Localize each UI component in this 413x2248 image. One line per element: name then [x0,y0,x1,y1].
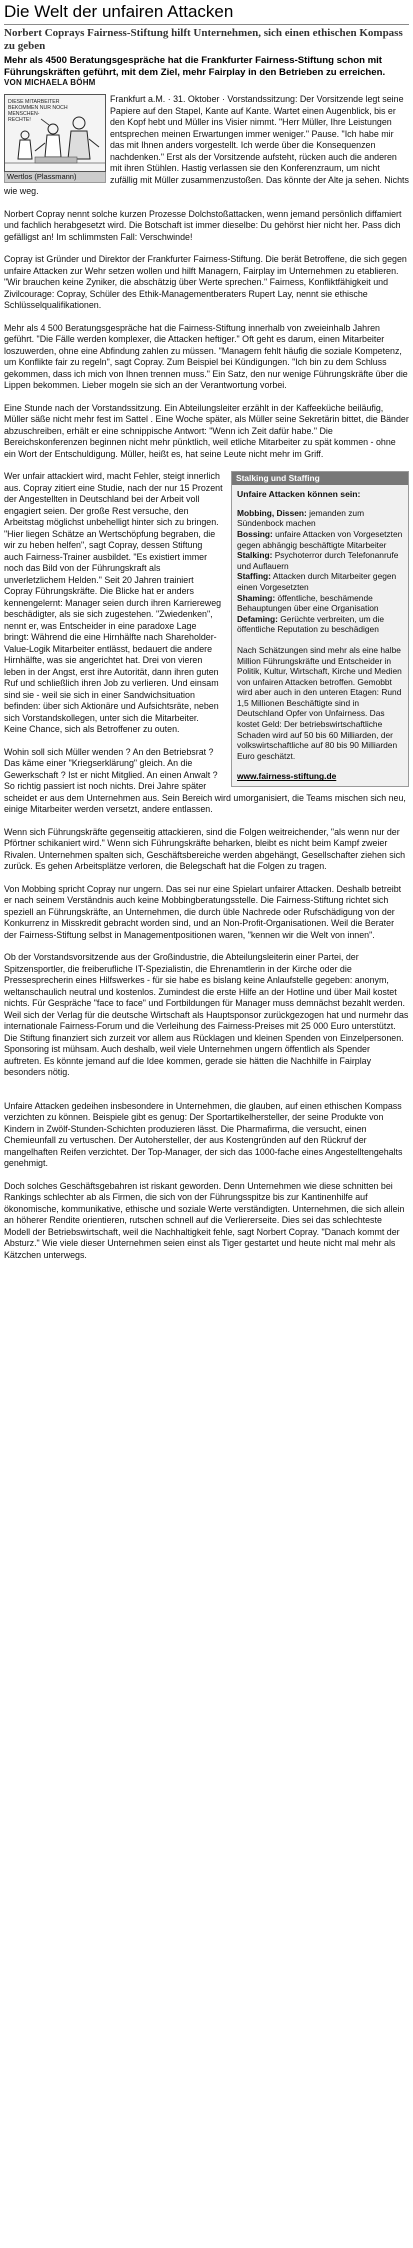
definition-item: Stalking: Psychoterror durch Telefonanrufe und Auflauern [237,550,399,571]
headline-rule [4,24,409,25]
cartoon-drawing [5,95,105,171]
intro-section [4,94,409,209]
paragraph-7: Wohin soll sich Müller wenden ? An den Betriebsrat ? Das käme einer "Kriegserklärung" gleich. An die Gewerkschaft ? Ist er nicht Mitglied. An einen Anwalt ? So richtig passiert ist noch nichts. Drei Jahre später scheidet er aus dem Unternehmen aus. Sein Bereich wird umorganisiert, die Teams mischen sich neu, einige Mitarbeiter werden versetzt, andere entlassen. [4,746,406,815]
definition-item: Mobbing, Dissen: jemanden zum Sündenbock machen [237,507,365,529]
definition-term: Staffing: [237,571,271,582]
definition-term: Defaming: [237,613,278,624]
fairness-stiftung-link[interactable]: www.fairness-stiftung.de [237,771,337,782]
paragraph-9: Von Mobbing spricht Copray nur ungern. Das sei nur eine Spielart unfairer Attacken. Deshalb betreibt er nach seinem Verständnis auch keine Mobbingberatungsstelle. Die Fairness-Stiftung richtet sich speziell an Führungskräfte, an Unternehmen, die durch üble Nachrede oder Rufschädigung von der Konkurrenz in Misskredit gebracht worden sind, und an Non-Profit-Organisationen. Weil die Berater der Fairness-Stiftung selbst in Managementpositionen waren, "kennen wir die Welt von innen". [4,883,402,940]
info-box-estimate: Nach Schätzungen sind mehr als eine halbe Million Führungskräfte und Entscheider in Politik, Kultur, Wirtschaft, Kirche und Medien von unfairen Attacken betroffen. Gemobbt wird aber auch in den unteren Etagen: Rund 1,5 Millionen Beschäftigte sind in Deutschland Opfer von Unfairness. Das kostet Geld: Der betriebswirtschaftliche Schaden wird auf 50 bis 60 Milliarden, der volkswirtschaftliche auf 80 bis 90 Milliarden Euro geschätzt. [237,644,402,761]
paragraph-3: Copray ist Gründer und Direktor der Frankfurter Fairness-Stiftung. Die berät Betroffene, die sich gegen unfaire Attacken zur Wehr setzen wollen und hilft Managern, Fairplay im Unternehmen zu etablieren. "Wir brauchen keine Zyniker, die abschätzig über Werte sprechen." Fairness, Konfliktfähigkeit und Zivilcourage: Copray, Schüler des Ethik-Managementberaters Rupert Lay, nennt sie ethische Schlüsselqualifikationen. [4,254,407,311]
info-box [231,471,409,787]
definition-item: Defaming: Gerüchte verbreiten, um die öffentliche Reputation zu beschädigen [237,613,385,635]
info-box-body [232,485,408,786]
article [4,2,409,1261]
definition-item: Shaming: öffentliche, beschämende Behauptungen über eine Organisation [237,592,379,614]
paragraph-12: Doch solches Geschäftsgebahren ist riskant geworden. Denn Unternehmen wie diese schnitten bei Rankings schlechter ab als Firmen, die sich von der Führungsspitze bis zur Kantinenhilfe auf ökonomische, kommunikative, ethische und soziale Werte verständigten. Unternehmen, die sich allein an höherer Rendite orientieren, rutschen schnell auf die Verliererseite. Dies sei das schlechteste Modell der Betriebswirtschaft, weil die Nachhaltigkeit fehle, sagt Norbert Copray. "Danach kommt der Absturz." Wie viele dieser Unternehmen seien einst als Tiger gestartet und heute nicht mal mehr als Kätzchen unterwegs. [4,1180,405,1260]
cartoon [4,94,106,183]
subheadline: Norbert Coprays Fairness-Stiftung hilft Unternehmen, sich einen ethischen Kompass zu geben [4,27,403,52]
paragraph-8: Wenn sich Führungskräfte gegenseitig attackieren, sind die Folgen weitreichender, "als wenn nur der Pförtner schikaniert wird." Wenn sich Führungskräfte beharken, bleibt es nicht beim Kampf zweier Rivalen. Unternehmen spalten sich, Geschäftsbereiche werden abgehängt, Gesellschafter ziehen sich zurück. Es gehen Arbeitsplätze verloren, die Belegschaft hat die Folgen zu tragen. [4,826,406,872]
definition-item: Staffing: Attacken durch Mitarbeiter gegen einen Vorgesetzten [237,571,397,592]
info-box-title: Stalking und Staffing [232,472,408,485]
speech-line-1: DIESE MITARBEITER [8,99,60,106]
paragraph-6: Wer unfair attackiert wird, macht Fehler, steigt innerlich aus. Copray zitiert eine Studie, nach der nur 15 Prozent der Angestellten in Deutschland bei der Arbeit voll engagiert seien. Der große Rest versuche, den Arbeitstag möglichst unbehelligt hinter sich zu bringen. "Hier liegen Schätze an Wertschöpfung begraben, die wir zu heben helfen", sagt Copray, dessen Stiftung auch Fairness-Trainer ausbildet. "Es existiert immer noch das Bild von der Führungskraft als unverletzlichem Helden." Seit 20 Jahren trainiert Copray Führungskräfte. Die Blicke hat er anders kennengelernt: Manager seien durch ihren Karriereweg beschädigter, als sie sich zugestehen. "Zwiedenken", nennt er, was Entscheider in eine paradoxe Lage bringt: Während die eine Hirnhälfte nach Shareholder-Value-Logik Mitarbeiter entlässt, bedauert die andere Hirnhälfte, was sie angerichtet hat. Drei von vieren leben in der Angst, erst ihre Autorität, dann ihren guten Ruf und schließlich ihren Job zu verlieren. Und einsam sind sie - weil sie sich in einer Sandwichsituation befinden: über sich Aktionäre und Aufsichtsräte, neben sich Vorstandskollegen, unter sich die Mitarbeiter. Keine Chance, sich als Betroffener zu outen. [4,471,223,735]
lead-paragraph: Mehr als 4500 Beratungsgespräche hat die Frankfurter Fairness-Stiftung schon mit Führungskräften geführt, mit dem Ziel, mehr Fairplay in den Betrieben zu erreichen. [4,55,386,78]
paragraph-10: Ob der Vorstandsvorsitzende aus der Großindustrie, die Abteilungsleiterin einer Partei, der Spitzensportler, die freiberufliche IT-Spezialistin, die Ehrenamtlerin in der Kirche oder die Pressesprecherin eines Hilfswerkes - für sie habe es bislang keine Anlaufstelle gegeben: anonym, weltanschaulich neutral und kostenlos. Zumindest die erste Hilfe an der Hotline und über Mail kostet nichts. Für Gespräche "face to face" und Fortbildungen für Manager muss demnächst bezahlt werden. Weil sich der Verlag für die deutsche Wirtschaft als Hauptsponsor zurückgezogen hat und nurmehr das internationale Fairness-Forum und die Verleihung des Fairness-Preises mit 25 000 Euro unterstützt. Die Stiftung finanziert sich zurzeit vor allem aus Rücklagen und kleinen Spenden von Einzelpersonen. Sponsoring ist mühsam. Auch deshalb, weil viele Unternehmen ungern öffentlich als Spender auftreten. Es könnte jemand auf die Idee kommen, gerade sie hätten die Nachhilfe in Fairplay besonders nötig. [4,952,409,1078]
paragraph-5: Eine Stunde nach der Vorstandssitzung. Ein Abteilungsleiter erzählt in der Kaffeeküche beiläufig, Müller säße nicht mehr fest im Sattel . Eine Woche später, als Müller seine Sekretärin bittet, die Bänder abzuschreiben, erhält er eine schnippische Antwort: "Wenn ich Zeit dafür habe." Die Bereichskonferenzen beginnen nicht mehr pünktlich, weil etliche Mitarbeiter zu spät kommen - ohne ein Wort der Entschuldigung. Müller, heißt es, hat seine Leute nicht mehr im Griff. [4,402,409,459]
paragraph-1: Frankfurt a.M. · 31. Oktober · Vorstandssitzung: Der Vorsitzende legt seine Papiere auf den Stapel, Kante auf Kante. Wartet einen Augenblick, bis er den Kopf hebt und Müller ins Visier nimmt. "Herr Müller, Ihre Leistungen entsprechen meinen Erwartungen immer weniger." Pause. "Ich habe mir das mit Ihnen anders vorgestellt. Ich werde über die Konsequenzen nachdenken." Erst als der Vorsitzende aufsteht, rücken auch die anderen mit ihren Stühlen. Hastig verlassen sie den Konferenzraum, um nicht zufällig mit Müller zusammenzustoßen. Das könnte der Alte ja sehen. Nichts wie weg. [4,94,409,197]
definition-term: Stalking: [237,550,273,561]
speech-line-2: BEKOMMEN NUR NOCH [8,105,68,112]
cartoon-caption: Wertlos (Plassmann) [4,172,106,183]
paragraph-4: Mehr als 4 500 Beratungsgespräche hat die Fairness-Stiftung innerhalb von zweieinhalb Jahren geführt. "Die Fälle werden komplexer, die Attacken heftiger." Oft geht es darum, einen Mitarbeiter loszuwerden, ohne eine Abfindung zahlen zu müssen. "Managern fehlt häufig die soziale Kompetenz, um Konflikte fair zu regeln", sagt Copray. Zum Beispiel bei Kündigungen. "Ich bin zu dem Schluss gekommen, dass ich mich von Ihnen trennen muss." Ein Satz, den nur wenige Führungskräfte über die Lippen bekommen. Lieber mogeln sie sich an der Verantwortung vorbei. [4,322,408,391]
definition-term: Bossing: [237,528,273,539]
speech-line-4: RECHTE! [8,117,31,124]
definition-term: Shaming: [237,592,276,603]
paragraph-11: Unfaire Attacken gedeihen insbesondere in Unternehmen, die glauben, auf einen ethischen Kompass verzichten zu können. Beispiele gibt es genug: Der Sportartikelhersteller, der seine Produkte von Kindern in Zwölf-Stunden-Schichten produzieren lässt. Die Pharmafirma, die versucht, einen Chemieunfall zu vertuschen. Der Autohersteller, der aus Kostengründen auf den Rückruf der mangelhaften Reifen verzichtet. Der Top-Manager, der sich das 1000-fache eines Angestelltengehalts genehmigt. [4,1100,403,1169]
definition-item: Bossing: unfaire Attacken von Vorgesetzten gegen abhängig beschäftigte Mitarbeiter [237,528,403,550]
definition-list [237,508,403,635]
definition-term: Mobbing, Dissen: [237,507,307,518]
byline: VON MICHAELA BÖHM [4,78,96,88]
paragraph-2: Norbert Copray nennt solche kurzen Prozesse Dolchstoßattacken, wenn jemand persönlich diffamiert und fachlich herabgesetzt wird. Die Botschaft ist immer dieselbe: Du gehörst hier nicht her. Pass dich gefälligst an! Im schlimmsten Fall: Verschwinde! [4,208,402,242]
speech-line-3: MENSCHEN- [8,111,40,118]
cartoon-image [4,94,106,172]
info-box-intro: Unfaire Attacken können sein: [237,489,361,500]
headline: Die Welt der unfairen Attacken [4,2,234,21]
